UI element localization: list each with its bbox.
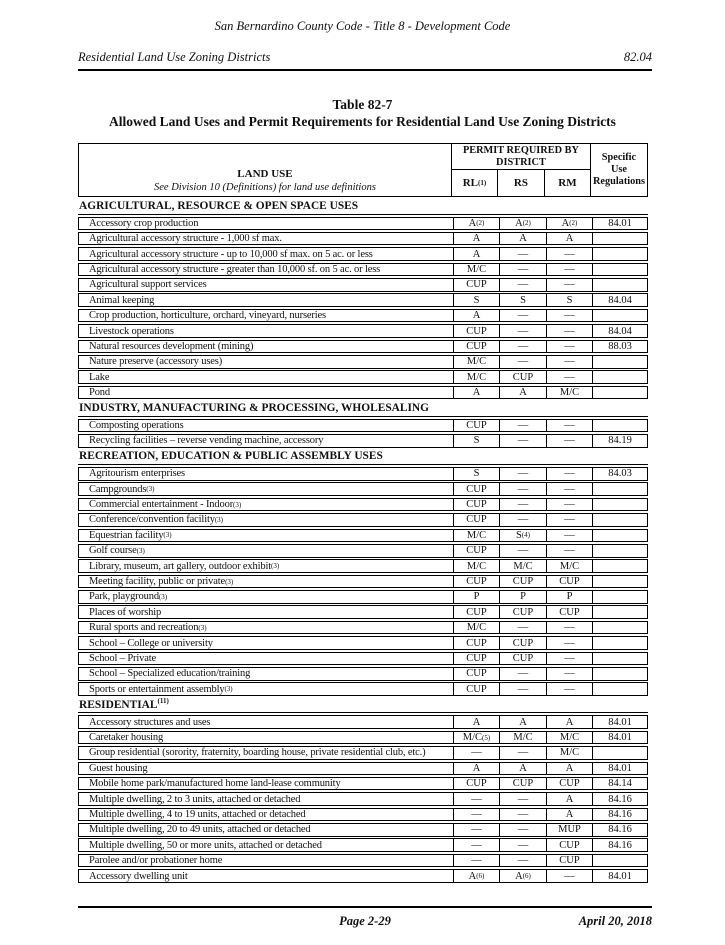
permit-column-group-header xyxy=(452,144,591,196)
permit-cell-rm: A xyxy=(547,809,593,821)
permit-cell-rs: — xyxy=(500,341,547,353)
permit-cell-rm: — xyxy=(547,248,593,260)
permit-cell-rm: — xyxy=(547,279,593,291)
permit-cell-rs: M/C xyxy=(500,732,547,744)
permit-cell-rl: P xyxy=(454,591,500,603)
regulation-cell xyxy=(593,747,647,759)
permit-cell-rs: — xyxy=(500,499,547,511)
permit-cell-rs: — xyxy=(500,824,547,836)
permit-cell-rm: — xyxy=(547,420,593,432)
table-row xyxy=(78,482,648,496)
regulation-cell xyxy=(593,683,647,695)
land-use-cell: Agricultural accessory structure - greater than 10,000 sf. on 5 ac. or less xyxy=(79,264,454,276)
land-use-cell: School – College or university xyxy=(79,637,454,649)
land-use-column-header xyxy=(79,144,452,196)
land-use-cell: Agricultural support services xyxy=(79,279,454,291)
permit-cell-rm: — xyxy=(547,341,593,353)
permit-cell-rs: — xyxy=(500,622,547,634)
permit-cell-rs: — xyxy=(500,279,547,291)
land-use-cell: Campgrounds (3) xyxy=(79,483,454,495)
permit-cell-rs: A xyxy=(500,763,547,775)
permit-cell-rm: — xyxy=(547,622,593,634)
permit-cell-rs: — xyxy=(500,668,547,680)
land-use-cell: Accessory crop production xyxy=(79,218,454,230)
table-row xyxy=(78,715,648,729)
land-use-cell: Caretaker housing xyxy=(79,732,454,744)
land-use-cell: Mobile home park/manufactured home land-lease community xyxy=(79,778,454,790)
permit-cell-rm: — xyxy=(547,668,593,680)
permit-cell-rs: CUP xyxy=(500,606,547,618)
regulation-cell: 84.01 xyxy=(608,762,632,774)
table-row xyxy=(78,529,648,543)
land-use-cell: Meeting facility, public or private (3) xyxy=(79,576,454,588)
land-use-cell: Nature preserve (accessory uses) xyxy=(79,356,454,368)
permit-cell-rl: CUP xyxy=(454,653,500,665)
permit-cell-rm: CUP xyxy=(547,778,593,790)
land-use-cell: Composting operations xyxy=(79,420,454,432)
regulation-cell xyxy=(593,606,647,618)
permit-cell-rs: S xyxy=(500,294,547,306)
table-row xyxy=(78,278,648,292)
permit-cell-rm: — xyxy=(547,637,593,649)
land-use-cell: Conference/convention facility (3) xyxy=(79,514,454,526)
permit-cell-rs: CUP xyxy=(500,653,547,665)
regulation-cell xyxy=(593,420,647,432)
land-use-cell: Guest housing xyxy=(79,763,454,775)
regulation-cell xyxy=(593,622,647,634)
regulation-cell xyxy=(593,483,647,495)
document-title: San Bernardino County Code - Title 8 - Development Code xyxy=(214,19,511,33)
permit-cell-rl: S xyxy=(454,468,500,480)
table-row xyxy=(78,682,648,696)
regulation-cell xyxy=(593,264,647,276)
table-row xyxy=(78,263,648,277)
land-use-cell: Multiple dwelling, 4 to 19 units, attached or detached xyxy=(79,809,454,821)
land-use-cell: Animal keeping xyxy=(79,294,454,306)
table-row xyxy=(78,667,648,681)
permit-cell-rl: CUP xyxy=(454,279,500,291)
land-use-cell: Agricultural accessory structure - 1,000 sf max. xyxy=(79,233,454,245)
land-use-header-label: LAND USE xyxy=(237,168,293,180)
permit-cell-rm: A xyxy=(547,763,593,775)
land-use-cell: Golf course (3) xyxy=(79,545,454,557)
land-use-cell: Livestock operations xyxy=(79,325,454,337)
permit-cell-rl: CUP xyxy=(454,606,500,618)
permit-cell-rs: — xyxy=(500,483,547,495)
permit-cell-rl: CUP xyxy=(454,341,500,353)
table-row xyxy=(78,544,648,558)
permit-cell-rl: CUP xyxy=(454,637,500,649)
table-row xyxy=(78,513,648,527)
permit-cell-rs: A xyxy=(500,233,547,245)
permit-cell-rl: A xyxy=(454,233,500,245)
table-row xyxy=(78,575,648,589)
column-header-rs: RS xyxy=(498,170,545,196)
permit-cell-rl: CUP xyxy=(454,499,500,511)
permit-cell-rs: — xyxy=(500,310,547,322)
permit-cell-rl: A xyxy=(454,763,500,775)
table-row xyxy=(78,590,648,604)
column-header-rl: RL (1) xyxy=(452,170,498,196)
permit-cell-rm: A xyxy=(547,793,593,805)
permit-cell-rl: — xyxy=(454,855,500,867)
page-number: Page 2-29 xyxy=(339,914,391,928)
regulation-cell: 84.14 xyxy=(608,778,632,790)
table-row xyxy=(78,217,648,231)
regulation-cell xyxy=(593,499,647,511)
land-use-cell: School – Private xyxy=(79,653,454,665)
permit-cell-rs: A xyxy=(500,387,547,399)
table-caption: Allowed Land Uses and Permit Requirements for Residential Land Use Zoning Districts xyxy=(109,114,616,129)
table-row xyxy=(78,808,648,822)
regulation-cell: 88.03 xyxy=(608,340,632,352)
table-row xyxy=(78,731,648,745)
permit-group-label: PERMIT REQUIRED BY DISTRICT xyxy=(452,144,590,170)
land-use-cell: Lake xyxy=(79,371,454,383)
permit-cell-rm: — xyxy=(547,653,593,665)
permit-cell-rl: M/C xyxy=(454,622,500,634)
permit-cell-rl: CUP xyxy=(454,778,500,790)
permit-cell-rl: A xyxy=(454,248,500,260)
regulation-cell xyxy=(593,356,647,368)
permit-cell-rs: CUP xyxy=(500,778,547,790)
table-row xyxy=(78,762,648,776)
permit-cell-rl: — xyxy=(454,839,500,851)
section-heading: RECREATION, EDUCATION & PUBLIC ASSEMBLY USES xyxy=(78,449,648,465)
table-row xyxy=(78,370,648,384)
permit-cell-rs: — xyxy=(500,793,547,805)
permit-cell-rl: A (2) xyxy=(454,218,500,230)
land-use-cell: Agritourism enterprises xyxy=(79,468,454,480)
permit-cell-rm: — xyxy=(547,545,593,557)
regulation-cell: 84.19 xyxy=(608,435,632,447)
permit-cell-rs: — xyxy=(500,356,547,368)
permit-cell-rm: — xyxy=(547,264,593,276)
permit-cell-rl: CUP xyxy=(454,514,500,526)
running-header-section-number: 82.04 xyxy=(623,50,652,64)
permit-cell-rm: CUP xyxy=(547,576,593,588)
regulation-cell xyxy=(593,591,647,603)
table-row xyxy=(78,559,648,573)
permit-cell-rm: M/C xyxy=(547,560,593,572)
regulation-cell: 84.03 xyxy=(608,468,632,480)
section-heading: AGRICULTURAL, RESOURCE & OPEN SPACE USES xyxy=(78,199,648,215)
regulation-cell xyxy=(593,530,647,542)
regulation-cell: 84.16 xyxy=(608,808,632,820)
permit-cell-rm: — xyxy=(547,499,593,511)
regulation-cell xyxy=(593,637,647,649)
land-use-cell: Accessory structures and uses xyxy=(79,716,454,728)
permit-cell-rs: — xyxy=(500,855,547,867)
section-heading: INDUSTRY, MANUFACTURING & PROCESSING, WHOLESALING xyxy=(78,401,648,417)
table-row xyxy=(78,434,648,448)
permit-cell-rs: — xyxy=(500,747,547,759)
permit-cell-rm: CUP xyxy=(547,606,593,618)
land-use-cell: Natural resources development (mining) xyxy=(79,341,454,353)
permit-cell-rm: MUP xyxy=(547,824,593,836)
regulation-cell xyxy=(593,653,647,665)
permit-cell-rs: CUP xyxy=(500,637,547,649)
permit-cell-rs: — xyxy=(500,435,547,447)
land-use-table xyxy=(78,143,648,885)
permit-cell-rs: M/C xyxy=(500,560,547,572)
land-use-cell: Rural sports and recreation (3) xyxy=(79,622,454,634)
land-use-cell: Pond xyxy=(79,387,454,399)
permit-cell-rl: CUP xyxy=(454,420,500,432)
permit-cell-rm: — xyxy=(547,483,593,495)
permit-cell-rm: — xyxy=(547,435,593,447)
permit-cell-rl: — xyxy=(454,747,500,759)
regulation-cell: 84.01 xyxy=(608,732,632,744)
land-use-cell: Multiple dwelling, 50 or more units, attached or detached xyxy=(79,839,454,851)
table-row xyxy=(78,652,648,666)
permit-cell-rl: A xyxy=(454,310,500,322)
table-row xyxy=(78,247,648,261)
table-row xyxy=(78,340,648,354)
permit-cell-rm: — xyxy=(547,683,593,695)
permit-cell-rm: A (2) xyxy=(547,218,593,230)
table-header-row xyxy=(78,143,648,197)
permit-cell-rs: — xyxy=(500,325,547,337)
permit-cell-rl: M/C xyxy=(454,371,500,383)
permit-cell-rm: — xyxy=(547,325,593,337)
district-column-headers xyxy=(452,170,590,196)
table-row xyxy=(78,636,648,650)
table-row xyxy=(78,605,648,619)
permit-cell-rl: S xyxy=(454,294,500,306)
table-row xyxy=(78,869,648,883)
regulation-cell xyxy=(593,668,647,680)
regulation-cell xyxy=(593,279,647,291)
land-use-cell: School – Specialized education/training xyxy=(79,668,454,680)
table-row xyxy=(78,792,648,806)
permit-cell-rl: CUP xyxy=(454,668,500,680)
permit-cell-rl: M/C xyxy=(454,530,500,542)
table-row xyxy=(78,498,648,512)
land-use-cell: Crop production, horticulture, orchard, vineyard, nurseries xyxy=(79,310,454,322)
permit-cell-rm: — xyxy=(547,356,593,368)
permit-cell-rs: A (2) xyxy=(500,218,547,230)
permit-cell-rs: — xyxy=(500,809,547,821)
permit-cell-rs: CUP xyxy=(500,371,547,383)
regulation-cell: 84.01 xyxy=(608,217,632,229)
permit-cell-rm: — xyxy=(547,530,593,542)
regulation-cell xyxy=(593,514,647,526)
land-use-cell: Park, playground (3) xyxy=(79,591,454,603)
permit-cell-rl: M/C xyxy=(454,560,500,572)
permit-cell-rs: — xyxy=(500,420,547,432)
permit-cell-rs: — xyxy=(500,545,547,557)
regulation-cell xyxy=(593,310,647,322)
regulation-cell xyxy=(593,371,647,383)
table-row xyxy=(78,746,648,760)
regulation-cell xyxy=(593,560,647,572)
regulation-cell xyxy=(593,387,647,399)
regulation-cell xyxy=(593,545,647,557)
regulation-cell: 84.04 xyxy=(608,325,632,337)
land-use-cell: Commercial entertainment - Indoor (3) xyxy=(79,499,454,511)
land-use-cell: Group residential (sorority, fraternity, boarding house, private residential club, etc.) xyxy=(79,747,454,759)
table-row xyxy=(78,355,648,369)
permit-cell-rm: M/C xyxy=(547,387,593,399)
permit-cell-rs: — xyxy=(500,468,547,480)
land-use-cell: Library, museum, art gallery, outdoor exhibit (3) xyxy=(79,560,454,572)
permit-cell-rl: CUP xyxy=(454,683,500,695)
table-row xyxy=(78,838,648,852)
regulation-cell xyxy=(593,576,647,588)
permit-cell-rl: M/C (5) xyxy=(454,732,500,744)
land-use-cell: Multiple dwelling, 2 to 3 units, attached or detached xyxy=(79,793,454,805)
permit-cell-rl: A xyxy=(454,716,500,728)
regulation-cell xyxy=(593,855,647,867)
permit-cell-rm: S xyxy=(547,294,593,306)
footer-date: April 20, 2018 xyxy=(578,914,652,928)
regulation-cell: 84.01 xyxy=(608,716,632,728)
permit-cell-rs: S (4) xyxy=(500,530,547,542)
land-use-cell: Sports or entertainment assembly (3) xyxy=(79,683,454,695)
land-use-cell: Accessory dwelling unit xyxy=(79,870,454,882)
table-number: Table 82-7 xyxy=(332,97,393,112)
running-header xyxy=(78,50,652,71)
specific-use-column-header: Specific Use Regulations xyxy=(592,152,646,187)
permit-cell-rl: CUP xyxy=(454,545,500,557)
permit-cell-rm: — xyxy=(547,468,593,480)
permit-cell-rl: CUP xyxy=(454,483,500,495)
permit-cell-rl: — xyxy=(454,809,500,821)
permit-cell-rm: A xyxy=(547,716,593,728)
table-row xyxy=(78,309,648,323)
permit-cell-rm: — xyxy=(547,514,593,526)
table-row xyxy=(78,324,648,338)
column-header-rm: RM xyxy=(558,177,577,189)
land-use-cell: Places of worship xyxy=(79,606,454,618)
land-use-cell: Agricultural accessory structure - up to 10,000 sf max. on 5 ac. or less xyxy=(79,248,454,260)
permit-cell-rs: A xyxy=(500,716,547,728)
table-row xyxy=(78,823,648,837)
permit-cell-rl: CUP xyxy=(454,325,500,337)
regulation-cell: 84.16 xyxy=(608,793,632,805)
table-body xyxy=(78,199,648,883)
land-use-cell: Multiple dwelling, 20 to 49 units, attached or detached xyxy=(79,824,454,836)
regulation-cell: 84.04 xyxy=(608,294,632,306)
permit-cell-rs: A (6) xyxy=(500,870,547,882)
table-row xyxy=(78,467,648,481)
section-heading: RESIDENTIAL$^{(11)}$ xyxy=(78,698,648,714)
table-row xyxy=(78,777,648,791)
permit-cell-rl: A (6) xyxy=(454,870,500,882)
permit-cell-rm: A xyxy=(547,233,593,245)
permit-cell-rs: — xyxy=(500,514,547,526)
land-use-cell: Recycling facilities – reverse vending machine, accessory xyxy=(79,435,454,447)
regulation-cell xyxy=(593,248,647,260)
table-row xyxy=(78,621,648,635)
permit-cell-rl: — xyxy=(454,793,500,805)
permit-cell-rs: CUP xyxy=(500,576,547,588)
regulation-cell xyxy=(593,233,647,245)
running-header-left: Residential Land Use Zoning Districts xyxy=(78,50,271,64)
permit-cell-rm: M/C xyxy=(547,732,593,744)
table-row xyxy=(78,386,648,400)
permit-cell-rm: P xyxy=(547,591,593,603)
permit-cell-rl: CUP xyxy=(454,576,500,588)
permit-cell-rm: CUP xyxy=(547,839,593,851)
page-footer xyxy=(78,906,652,930)
permit-cell-rl: M/C xyxy=(454,264,500,276)
permit-cell-rl: — xyxy=(454,824,500,836)
table-row xyxy=(78,854,648,868)
permit-cell-rl: A xyxy=(454,387,500,399)
permit-cell-rm: — xyxy=(547,870,593,882)
permit-cell-rs: — xyxy=(500,839,547,851)
table-row xyxy=(78,232,648,246)
permit-cell-rm: — xyxy=(547,310,593,322)
regulation-cell: 84.01 xyxy=(608,870,632,882)
regulation-cell: 84.16 xyxy=(608,824,632,836)
permit-cell-rs: — xyxy=(500,683,547,695)
permit-cell-rs: — xyxy=(500,248,547,260)
table-title xyxy=(0,96,725,130)
permit-cell-rs: P xyxy=(500,591,547,603)
permit-cell-rl: S xyxy=(454,435,500,447)
permit-cell-rm: CUP xyxy=(547,855,593,867)
permit-cell-rs: — xyxy=(500,264,547,276)
permit-cell-rm: M/C xyxy=(547,747,593,759)
table-row xyxy=(78,419,648,433)
table-row xyxy=(78,293,648,307)
regulation-cell: 84.16 xyxy=(608,839,632,851)
land-use-header-subtitle: See Division 10 (Definitions) for land use definitions xyxy=(154,182,376,193)
land-use-cell: Parolee and/or probationer home xyxy=(79,855,454,867)
land-use-cell: Equestrian facility (3) xyxy=(79,530,454,542)
permit-cell-rl: M/C xyxy=(454,356,500,368)
permit-cell-rm: — xyxy=(547,371,593,383)
